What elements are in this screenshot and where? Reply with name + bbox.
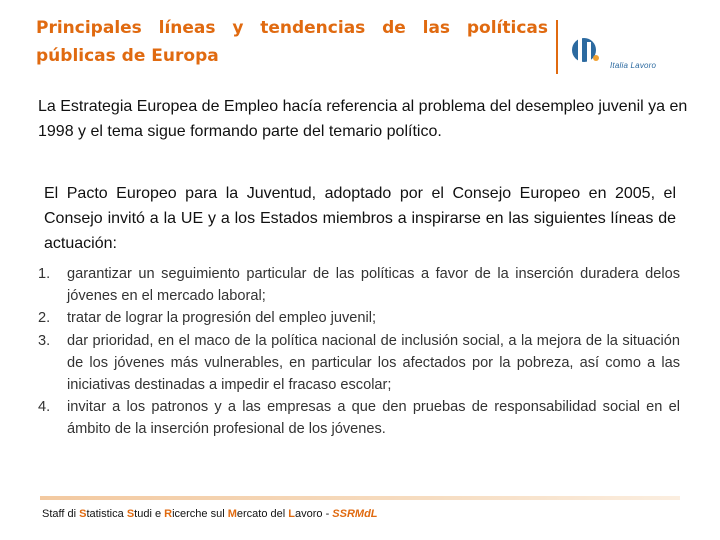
list-item-number: 4. <box>38 399 51 416</box>
slide-title: Principales líneas y tendencias de las políticas públicas de Europa <box>36 18 548 66</box>
title-divider <box>556 20 558 74</box>
footer-text: tatistica <box>86 508 127 520</box>
footer-initial: L <box>288 508 295 520</box>
footer-text: ercato del <box>236 508 289 520</box>
logo-text: Italia Lavoro <box>610 61 657 70</box>
list-item-number: 1. <box>38 266 51 282</box>
footer-initial: R <box>164 508 173 520</box>
footer-text: icerche sul <box>172 508 228 520</box>
italia-lavoro-logo <box>566 28 666 74</box>
footer-text: avoro - <box>295 508 333 520</box>
footer-credit <box>42 508 378 520</box>
intro-paragraph: La Estrategia Europea de Empleo hacía referencia al problema del desempleo juvenil ya en 1998 y el tema sigue formando parte del temario político. <box>38 98 688 140</box>
footer-divider <box>40 496 680 500</box>
list-item-text: garantizar un seguimiento particular de las políticas a favor de la inserción duradera delos jóvenes en el mercado laboral; <box>67 266 680 305</box>
footer-initial: S <box>126 508 135 520</box>
logo-mark-icon <box>566 28 610 74</box>
list-item-number: 3. <box>38 332 51 349</box>
footer-initial: M <box>227 508 237 520</box>
pact-paragraph: El Pacto Europeo para la Juventud, adoptado por el Consejo Europeo en 2005, el Consejo invitó a la UE y a los Estados miembros a inspirarse en las siguientes líneas de actuación: <box>44 185 676 252</box>
list-item-text: dar prioridad, en el maco de la política nacional de inclusión social, a la mejora de la situación de los jóvenes más vulnerables, en particular los afectados por la pobreza, así como a las iniciativas destinadas a impedir el fracaso escolar; <box>67 332 680 394</box>
list-item-number: 2. <box>38 310 51 327</box>
footer-brand: SSRMdL <box>332 508 378 520</box>
list-item <box>38 396 680 440</box>
list-item <box>38 263 680 307</box>
footer-initial: S <box>79 508 87 520</box>
list-item <box>38 330 680 397</box>
footer-text: Staff di <box>42 508 80 520</box>
footer-text: tudi e <box>134 508 165 520</box>
action-lines-list <box>38 263 680 441</box>
list-item-text: invitar a los patronos y a las empresas a que den pruebas de responsabilidad social en el ámbito de la inserción profesional de los jóvenes. <box>67 399 680 438</box>
list-item <box>38 307 680 329</box>
list-item-text: tratar de lograr la progresión del empleo juvenil; <box>67 310 377 327</box>
